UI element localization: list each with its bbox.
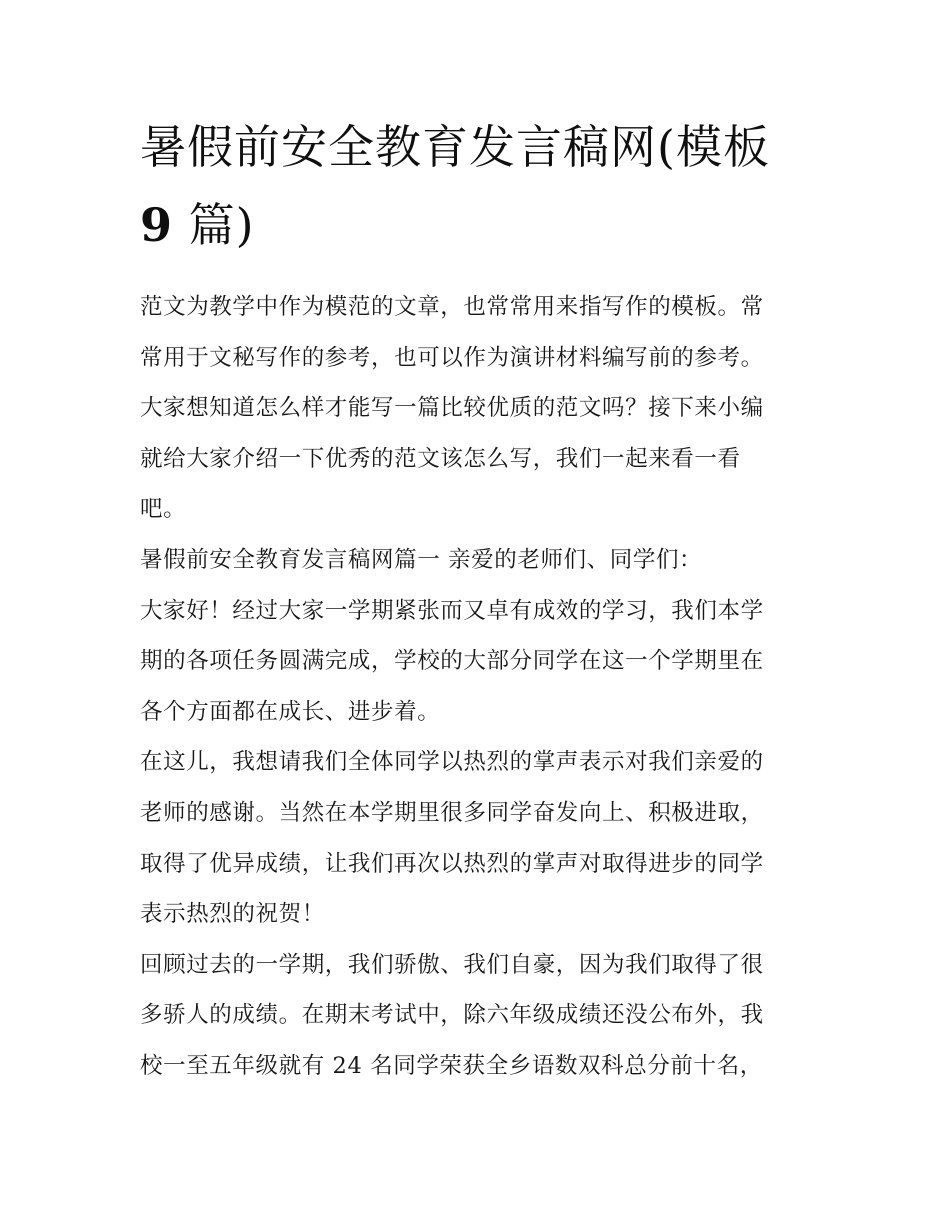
title-number: 9 bbox=[140, 198, 174, 252]
body-line: 常用于文秘写作的参考，也可以作为演讲材料编写前的参考。 bbox=[140, 344, 764, 371]
body-line: 校一至五年级就有 24 名同学荣获全乡语数双科总分前十名， bbox=[140, 1052, 763, 1079]
body-line: 各个方面都在成长、进步着。 bbox=[140, 698, 441, 725]
section-heading-line: 暑假前安全教育发言稿网篇一 亲爱的老师们、同学们： bbox=[140, 546, 703, 573]
body-line: 大家好！经过大家一学期紧张而又卓有成效的学习，我们本学 bbox=[140, 597, 764, 624]
document-body bbox=[140, 282, 812, 1092]
body-line: 表示热烈的祝贺！ bbox=[140, 901, 325, 928]
document-page bbox=[140, 108, 812, 1092]
body-line: 老师的感谢。当然在本学期里很多同学奋发向上、积极进取， bbox=[140, 799, 764, 826]
body-line: 吧。 bbox=[140, 496, 187, 523]
body-line: 回顾过去的一学期，我们骄傲、我们自豪，因为我们取得了很 bbox=[140, 951, 764, 978]
body-line: 多骄人的成绩。在期末考试中，除六年级成绩还没公布外，我 bbox=[140, 1002, 764, 1029]
body-line: 范文为教学中作为模范的文章，也常常用来指写作的模板。常 bbox=[140, 294, 764, 320]
body-line: 就给大家介绍一下优秀的范文该怎么写，我们一起来看一看 bbox=[140, 445, 741, 472]
title-line-2-rest: 篇) bbox=[173, 198, 255, 252]
body-line: 取得了优异成绩，让我们再次以热烈的掌声对取得进步的同学 bbox=[140, 850, 764, 877]
body-line: 在这儿，我想请我们全体同学以热烈的掌声表示对我们亲爱的 bbox=[140, 749, 764, 776]
document-title bbox=[140, 108, 812, 264]
body-line: 期的各项任务圆满完成，学校的大部分同学在这一个学期里在 bbox=[140, 648, 764, 675]
body-line: 大家想知道怎么样才能写一篇比较优质的范文吗？接下来小编 bbox=[140, 395, 764, 422]
title-line-1: 暑假前安全教育发言稿网(模板 bbox=[140, 120, 770, 174]
